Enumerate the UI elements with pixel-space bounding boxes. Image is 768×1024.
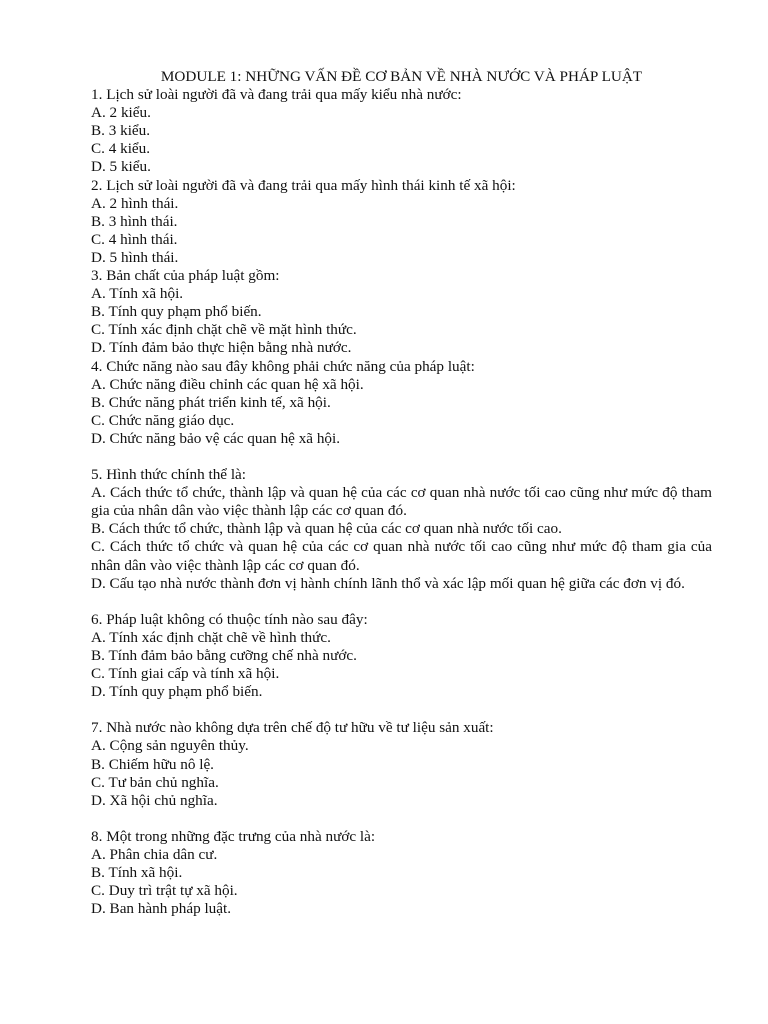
- option-b: B. Tính xã hội.: [91, 864, 183, 882]
- question-4: [91, 358, 712, 448]
- blank-line: [91, 448, 712, 466]
- option-d: D. Ban hành pháp luật.: [91, 900, 232, 918]
- question-text: 6. Pháp luật không có thuộc tính nào sau đây:: [91, 610, 368, 628]
- question-text: 5. Hình thức chính thể là:: [91, 466, 247, 484]
- option-d: D. Chức năng bảo vệ các quan hệ xã hội.: [91, 429, 341, 447]
- question-text: 2. Lịch sử loài người đã và đang trải qua mấy hình thái kinh tế xã hội:: [91, 176, 516, 194]
- option-c: C. 4 hình thái.: [91, 230, 178, 248]
- option-d: D. 5 hình thái.: [91, 248, 179, 266]
- option-b: B. 3 kiểu.: [91, 122, 151, 140]
- question-text: 4. Chức năng nào sau đây không phải chức năng của pháp luật:: [91, 357, 475, 375]
- question-6: [91, 611, 712, 701]
- blank-line: [91, 593, 712, 611]
- blank-line: [91, 701, 712, 719]
- option-c: C. Duy trì trật tự xã hội.: [91, 882, 238, 900]
- option-c: C. Chức năng giáo dục.: [91, 411, 235, 429]
- question-7: [91, 719, 712, 809]
- question-8: [91, 828, 712, 918]
- document-title: MODULE 1: NHỮNG VẤN ĐỀ CƠ BẢN VỀ NHÀ NƯỚC VÀ PHÁP LUẬT: [160, 68, 643, 85]
- option-c: C. Tính xác định chặt chẽ về mặt hình thức.: [91, 321, 357, 339]
- option-b: B. Cách thức tổ chức, thành lập và quan hệ của các cơ quan nhà nước tối cao.: [91, 520, 562, 538]
- option-a: A. Tính xã hội.: [91, 285, 184, 303]
- option-a: A. Chức năng điều chỉnh các quan hệ xã hội.: [91, 375, 364, 393]
- option-b: B. 3 hình thái.: [91, 212, 178, 230]
- question-text: 3. Bản chất của pháp luật gồm:: [91, 267, 280, 285]
- option-a: A. Cách thức tổ chức, thành lập và quan hệ của các cơ quan nhà nước tối cao cũng như mức độ tham gia của nhân dân vào việc thành lập các cơ quan đó.: [91, 484, 712, 520]
- option-b: B. Tính đảm bảo bằng cưỡng chế nhà nước.: [91, 647, 357, 664]
- question-5: [91, 466, 712, 593]
- blank-line: [91, 810, 712, 828]
- question-text: 7. Nhà nước nào không dựa trên chế độ tư hữu về tư liệu sản xuất:: [91, 719, 494, 737]
- option-c: C. Cách thức tổ chức và quan hệ của các cơ quan nhà nước tối cao cũng như mức độ tham gia của nhân dân vào việc thành lập các cơ quan đó.: [91, 538, 712, 574]
- option-c: C. Tư bản chủ nghĩa.: [91, 773, 219, 791]
- option-b: B. Chiếm hữu nô lệ.: [91, 755, 214, 773]
- option-d: D. Cấu tạo nhà nước thành đơn vị hành chính lãnh thổ và xác lập mối quan hệ giữa các đơn vị đó.: [91, 574, 685, 592]
- question-3: [91, 267, 712, 357]
- option-d: D. 5 kiểu.: [91, 158, 151, 176]
- option-a: A. 2 kiểu.: [91, 104, 151, 122]
- option-a: A. Cộng sản nguyên thủy.: [91, 737, 249, 755]
- question-1: [91, 86, 712, 176]
- question-text: 8. Một trong những đặc trưng của nhà nước là:: [91, 827, 376, 845]
- option-d: D. Tính đảm bảo thực hiện bằng nhà nước.: [91, 339, 352, 357]
- option-d: D. Xã hội chủ nghĩa.: [91, 791, 218, 809]
- option-b: B. Chức năng phát triển kinh tế, xã hội.: [91, 393, 331, 411]
- document-page: [91, 68, 712, 918]
- option-c: C. Tính giai cấp và tính xã hội.: [91, 665, 280, 683]
- question-2: [91, 177, 712, 267]
- option-d: D. Tính quy phạm phổ biến.: [91, 683, 263, 701]
- option-c: C. 4 kiểu.: [91, 140, 151, 158]
- option-a: A. Tính xác định chặt chẽ về hình thức.: [91, 628, 331, 646]
- option-a: A. Phân chia dân cư.: [91, 846, 218, 864]
- option-b: B. Tính quy phạm phổ biến.: [91, 303, 262, 321]
- question-text: 1. Lịch sử loài người đã và đang trải qua mấy kiểu nhà nước:: [91, 86, 462, 104]
- option-a: A. 2 hình thái.: [91, 194, 179, 212]
